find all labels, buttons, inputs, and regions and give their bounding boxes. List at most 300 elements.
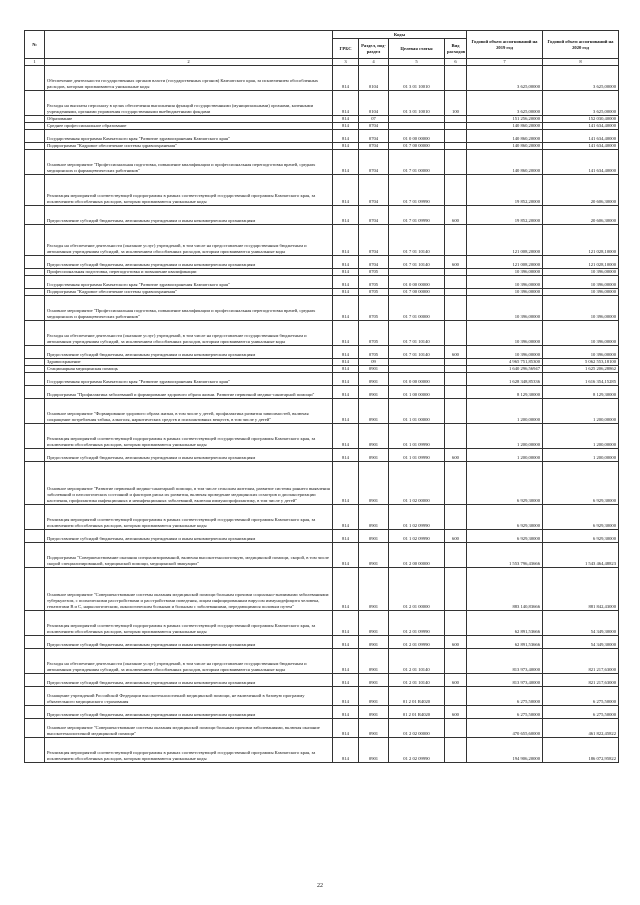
row-2020-cell: 152 030,40000 — [543, 115, 619, 122]
row-2020-cell: 821 217,63000 — [543, 648, 619, 673]
row-target-cell: 01 7 01 00000 — [389, 149, 445, 174]
table-row — [25, 90, 619, 115]
row-section-cell: 0704 — [359, 142, 389, 149]
row-2020-cell: 20 606,30000 — [543, 174, 619, 205]
row-target-cell: 01 7 01 09990 — [389, 174, 445, 205]
row-name-cell: Предоставление субсидий бюджетным, автономным учреждениям и иным некоммерческим организациям — [45, 448, 333, 461]
row-type-cell: 600 — [445, 705, 467, 718]
row-name-cell: Основное мероприятие "Развитие первичной медико-санитарной помощи, в том числе сельским жителям, развитие системы раннего выявления заболеваний и патологических состояний и факторов риска их развития, включая проведение медицинских осмотров и диспансеризации населения, профилактика инфекционных и неинфекционных заболеваний, включая иммунопрофилактику, в том числе у детей" — [45, 461, 333, 504]
header-target: Целевая статья — [389, 39, 445, 59]
header-num: № — [25, 31, 45, 59]
row-name-cell: Реализация мероприятий соответствующей подпрограммы в рамках соответствующей государственной программы Камчатского края, за исключением обособленных расходов, которым присваиваются уникальные коды — [45, 610, 333, 635]
row-type-cell — [445, 129, 467, 142]
row-grbs-cell: 814 — [333, 718, 359, 737]
row-2020-cell: 6 929,30000 — [543, 461, 619, 504]
table-row — [25, 255, 619, 268]
row-section-cell: 0901 — [359, 610, 389, 635]
row-type-cell — [445, 398, 467, 423]
row-grbs-cell: 814 — [333, 448, 359, 461]
row-target-cell: 01 1 01 09990 — [389, 423, 445, 448]
row-grbs-cell: 814 — [333, 358, 359, 365]
row-num-cell — [25, 358, 45, 365]
row-type-cell: 600 — [445, 635, 467, 648]
row-section-cell: 0901 — [359, 567, 389, 610]
table-row — [25, 385, 619, 398]
row-num-cell — [25, 398, 45, 423]
row-section-cell: 0705 — [359, 268, 389, 275]
row-2019-cell: 140 860,20000 — [467, 142, 543, 149]
row-type-cell — [445, 610, 467, 635]
row-grbs-cell: 814 — [333, 461, 359, 504]
row-2020-cell: 6 275,50000 — [543, 705, 619, 718]
row-2020-cell: 881 842,43000 — [543, 567, 619, 610]
table-row — [25, 542, 619, 567]
row-name-cell: Подпрограмма "Кадровое обеспечение системы здравоохранения" — [45, 142, 333, 149]
row-section-cell: 0901 — [359, 372, 389, 385]
row-section-cell: 0704 — [359, 205, 389, 224]
table-row — [25, 174, 619, 205]
column-index: 3 — [333, 59, 359, 66]
row-target-cell: 01 2 01 10140 — [389, 648, 445, 673]
table-row — [25, 122, 619, 129]
row-section-cell: 0705 — [359, 275, 389, 288]
row-name-cell: Расходы на выплаты персоналу в целях обеспечения выполнения функций государственными (муниципальными) органами, казенными учреждениями, органами управления государственными внебюджетными фондами — [45, 90, 333, 115]
row-section-cell: 0901 — [359, 635, 389, 648]
row-2020-cell: 1 616 354,15285 — [543, 372, 619, 385]
row-type-cell — [445, 174, 467, 205]
row-section-cell: 0104 — [359, 90, 389, 115]
row-2019-cell: 8 129,30000 — [467, 385, 543, 398]
row-type-cell — [445, 648, 467, 673]
row-section-cell: 0901 — [359, 365, 389, 372]
row-2019-cell: 19 852,20000 — [467, 205, 543, 224]
row-name-cell: Основное мероприятие "Профессиональная подготовка, повышение квалификации и профессиональная переподготовка врачей, средних медицинских и фармацевтических работников" — [45, 295, 333, 320]
row-name-cell: Реализация мероприятий соответствующей подпрограммы в рамках соответствующей государственной программы Камчатского края, за исключением обособленных расходов, которым присваиваются уникальные коды — [45, 737, 333, 762]
row-grbs-cell: 814 — [333, 648, 359, 673]
row-2019-cell: 813 973,40000 — [467, 648, 543, 673]
row-grbs-cell: 814 — [333, 423, 359, 448]
table-row — [25, 224, 619, 255]
row-section-cell: 0705 — [359, 345, 389, 358]
row-name-cell: Государственная программа Камчатского края "Развитие здравоохранения Камчатского края" — [45, 372, 333, 385]
budget-table — [24, 30, 619, 763]
row-grbs-cell: 814 — [333, 345, 359, 358]
row-2019-cell: 121 008,20000 — [467, 224, 543, 255]
row-target-cell: 01 2 01 09990 — [389, 610, 445, 635]
row-target-cell: 01 7 01 00000 — [389, 295, 445, 320]
row-name-cell: Предоставление субсидий бюджетным, автономным учреждениям и иным некоммерческим организациям — [45, 345, 333, 358]
row-grbs-cell: 814 — [333, 122, 359, 129]
row-type-cell — [445, 686, 467, 705]
row-type-cell — [445, 320, 467, 345]
row-target-cell: 01 1 01 00000 — [389, 398, 445, 423]
row-2020-cell: 10 396,00000 — [543, 295, 619, 320]
row-2019-cell: 6 929,30000 — [467, 461, 543, 504]
row-target-cell: 01 3 01 10010 — [389, 65, 445, 90]
row-2019-cell: 62 891,53666 — [467, 610, 543, 635]
row-num-cell — [25, 149, 45, 174]
row-num-cell — [25, 448, 45, 461]
row-num-cell — [25, 567, 45, 610]
row-grbs-cell: 814 — [333, 142, 359, 149]
row-grbs-cell: 814 — [333, 365, 359, 372]
table-row — [25, 718, 619, 737]
row-grbs-cell: 814 — [333, 65, 359, 90]
row-2019-cell: 1 628 348,85336 — [467, 372, 543, 385]
row-target-cell: 01 1 02 00000 — [389, 461, 445, 504]
row-2019-cell: 470 655,60000 — [467, 718, 543, 737]
row-2019-cell: 10 396,00000 — [467, 288, 543, 295]
row-grbs-cell: 814 — [333, 705, 359, 718]
row-num-cell — [25, 423, 45, 448]
table-row — [25, 461, 619, 504]
row-2019-cell: 10 396,00000 — [467, 275, 543, 288]
row-target-cell — [389, 115, 445, 122]
row-section-cell: 0705 — [359, 320, 389, 345]
table-row — [25, 365, 619, 372]
row-type-cell — [445, 65, 467, 90]
row-2019-cell: 10 396,00000 — [467, 345, 543, 358]
row-target-cell: 01 1 01 09990 — [389, 448, 445, 461]
row-2020-cell: 461 822,45822 — [543, 718, 619, 737]
row-2020-cell: 54 349,30000 — [543, 610, 619, 635]
row-num-cell — [25, 718, 45, 737]
row-num-cell — [25, 372, 45, 385]
row-target-cell: 01 1 02 09990 — [389, 529, 445, 542]
header-codes: Коды — [333, 31, 467, 39]
row-section-cell: 0704 — [359, 174, 389, 205]
table-row — [25, 635, 619, 648]
row-num-cell — [25, 288, 45, 295]
row-name-cell: Предоставление субсидий бюджетным, автономным учреждениям и иным некоммерческим организациям — [45, 255, 333, 268]
row-target-cell: 01 2 01 10140 — [389, 673, 445, 686]
row-2019-cell: 883 140,83666 — [467, 567, 543, 610]
row-num-cell — [25, 529, 45, 542]
table-row — [25, 504, 619, 529]
table-row — [25, 288, 619, 295]
row-2019-cell: 1 553 796,43666 — [467, 542, 543, 567]
row-2020-cell: 10 396,00000 — [543, 288, 619, 295]
row-num-cell — [25, 65, 45, 90]
row-name-cell: Основное мероприятие "Совершенствование системы оказания медицинской помощи больным прочими социально-значимыми заболеваниями: туберкулезом, с психическими расстройствами и расстройствами поведения, лицам инфицированным вирусом иммунодефицита человека, гепатитами В и С, наркологическим, онкологическим больным и больным с заболеваниями, передающимися половым путем" — [45, 567, 333, 610]
row-name-cell: Здравоохранение — [45, 358, 333, 365]
row-grbs-cell: 814 — [333, 90, 359, 115]
row-2020-cell: 821 217,63000 — [543, 673, 619, 686]
row-grbs-cell: 814 — [333, 385, 359, 398]
row-num-cell — [25, 205, 45, 224]
row-name-cell: Подпрограмма "Профилактика заболеваний и формирование здорового образа жизни. Развитие первичной медико-санитарной помощи" — [45, 385, 333, 398]
row-num-cell — [25, 295, 45, 320]
table-row — [25, 673, 619, 686]
row-grbs-cell: 814 — [333, 635, 359, 648]
row-section-cell: 0901 — [359, 529, 389, 542]
row-2020-cell: 141 634,40000 — [543, 129, 619, 142]
row-2020-cell: 6 275,50000 — [543, 686, 619, 705]
row-type-cell — [445, 358, 467, 365]
table-row — [25, 129, 619, 142]
row-target-cell — [389, 122, 445, 129]
row-2019-cell: 10 396,00000 — [467, 295, 543, 320]
table-row — [25, 205, 619, 224]
row-section-cell: 0901 — [359, 423, 389, 448]
row-grbs-cell: 814 — [333, 115, 359, 122]
row-section-cell: 0901 — [359, 737, 389, 762]
column-index: 5 — [389, 59, 445, 66]
row-2020-cell: 8 129,30000 — [543, 385, 619, 398]
row-section-cell: 0901 — [359, 448, 389, 461]
table-row — [25, 610, 619, 635]
row-name-cell: Среднее профессиональное образование — [45, 122, 333, 129]
row-type-cell: 600 — [445, 448, 467, 461]
row-name-cell: Государственная программа Камчатского края "Развитие здравоохранения Камчатского края" — [45, 129, 333, 142]
row-2019-cell: 1 200,00000 — [467, 423, 543, 448]
row-grbs-cell: 814 — [333, 268, 359, 275]
row-name-cell: Стационарная медицинская помощь — [45, 365, 333, 372]
row-name-cell: Государственная программа Камчатского края "Развитие здравоохранения Камчатского края" — [45, 275, 333, 288]
row-type-cell: 600 — [445, 205, 467, 224]
row-2019-cell: 813 973,40000 — [467, 673, 543, 686]
row-type-cell — [445, 737, 467, 762]
row-type-cell — [445, 275, 467, 288]
table-row — [25, 705, 619, 718]
row-type-cell — [445, 224, 467, 255]
row-target-cell: 01 1 02 09990 — [389, 504, 445, 529]
row-2019-cell: 6 929,30000 — [467, 504, 543, 529]
row-num-cell — [25, 365, 45, 372]
row-target-cell: 01 2 01 R4020 — [389, 686, 445, 705]
row-type-cell — [445, 372, 467, 385]
row-2020-cell: 54 349,30000 — [543, 635, 619, 648]
row-type-cell — [445, 115, 467, 122]
column-index: 7 — [467, 59, 543, 66]
row-section-cell: 0104 — [359, 65, 389, 90]
row-2020-cell: 6 929,30000 — [543, 504, 619, 529]
row-target-cell — [389, 358, 445, 365]
row-grbs-cell: 814 — [333, 129, 359, 142]
row-section-cell: 0901 — [359, 504, 389, 529]
row-grbs-cell: 814 — [333, 288, 359, 295]
column-index: 8 — [543, 59, 619, 66]
row-2020-cell: 141 634,40000 — [543, 142, 619, 149]
column-index: 6 — [445, 59, 467, 66]
row-type-cell — [445, 423, 467, 448]
row-grbs-cell: 814 — [333, 205, 359, 224]
table-row — [25, 398, 619, 423]
header-name — [45, 31, 333, 59]
row-target-cell: 01 2 01 09990 — [389, 635, 445, 648]
row-type-cell: 600 — [445, 529, 467, 542]
row-name-cell: Расходы на обеспечение деятельности (оказание услуг) учреждений, в том числе на предоставление государственным бюджетным и автономным учреждениям субсидий, за исключением обособленных расходов, которым присваиваются уникальные коды — [45, 320, 333, 345]
row-section-cell: 07 — [359, 115, 389, 122]
row-2020-cell: 121 028,10000 — [543, 255, 619, 268]
row-2020-cell: 6 929,30000 — [543, 529, 619, 542]
row-num-cell — [25, 142, 45, 149]
row-type-cell — [445, 542, 467, 567]
row-num-cell — [25, 268, 45, 275]
row-name-cell: Расходы на обеспечение деятельности (оказание услуг) учреждений, в том числе на предоставление государственным бюджетным и автономным учреждениям субсидий, за исключением обособленных расходов, которым присваиваются уникальные коды — [45, 648, 333, 673]
row-section-cell: 0901 — [359, 461, 389, 504]
row-2020-cell: 141 634,40000 — [543, 149, 619, 174]
row-section-cell: 0901 — [359, 542, 389, 567]
row-section-cell: 0901 — [359, 705, 389, 718]
row-grbs-cell: 814 — [333, 255, 359, 268]
row-name-cell: Реализация мероприятий соответствующей подпрограммы в рамках соответствующей государственной программы Камчатского края, за исключением обособленных расходов, которым присваиваются уникальные коды — [45, 423, 333, 448]
row-type-cell — [445, 142, 467, 149]
row-section-cell: 0901 — [359, 648, 389, 673]
row-grbs-cell: 814 — [333, 320, 359, 345]
row-target-cell: 01 7 00 00000 — [389, 142, 445, 149]
row-2019-cell: 140 860,20000 — [467, 129, 543, 142]
table-row — [25, 529, 619, 542]
row-2019-cell: 121 008,20000 — [467, 255, 543, 268]
row-num-cell — [25, 122, 45, 129]
row-grbs-cell: 814 — [333, 372, 359, 385]
row-section-cell: 0704 — [359, 149, 389, 174]
row-2020-cell: 1 200,00000 — [543, 423, 619, 448]
row-2020-cell: 10 396,00000 — [543, 345, 619, 358]
row-num-cell — [25, 610, 45, 635]
row-num-cell — [25, 224, 45, 255]
row-2020-cell: 121 028,10000 — [543, 224, 619, 255]
row-type-cell: 600 — [445, 345, 467, 358]
row-2019-cell: 151 256,20000 — [467, 115, 543, 122]
table-row — [25, 320, 619, 345]
row-section-cell: 0704 — [359, 122, 389, 129]
row-grbs-cell: 814 — [333, 149, 359, 174]
row-name-cell: Предоставление субсидий бюджетным, автономным учреждениям и иным некоммерческим организациям — [45, 205, 333, 224]
row-type-cell — [445, 461, 467, 504]
row-target-cell: 01 2 01 00000 — [389, 567, 445, 610]
table-row — [25, 358, 619, 365]
row-2020-cell: 20 606,30000 — [543, 205, 619, 224]
row-target-cell: 01 2 02 09990 — [389, 737, 445, 762]
row-num-cell — [25, 648, 45, 673]
row-target-cell: 01 0 00 00000 — [389, 275, 445, 288]
row-2020-cell: 1 543 464,48823 — [543, 542, 619, 567]
row-2020-cell: 10 396,00000 — [543, 268, 619, 275]
row-grbs-cell: 814 — [333, 224, 359, 255]
row-target-cell: 01 7 01 09990 — [389, 205, 445, 224]
row-grbs-cell: 814 — [333, 398, 359, 423]
row-section-cell: 0704 — [359, 129, 389, 142]
row-type-cell — [445, 122, 467, 129]
row-num-cell — [25, 385, 45, 398]
row-2019-cell: 3 625,00000 — [467, 65, 543, 90]
table-row — [25, 65, 619, 90]
row-section-cell: 0704 — [359, 224, 389, 255]
row-name-cell: Основное мероприятие "Профессиональная подготовка, повышение квалификации и профессиональная переподготовка врачей, средних медицинских и фармацевтических работников" — [45, 149, 333, 174]
row-num-cell — [25, 673, 45, 686]
header-section: Раздел, под-раздел — [359, 39, 389, 59]
row-num-cell — [25, 255, 45, 268]
row-section-cell: 0705 — [359, 288, 389, 295]
row-type-cell — [445, 567, 467, 610]
row-target-cell — [389, 268, 445, 275]
row-name-cell: Предоставление субсидий бюджетным, автономным учреждениям и иным некоммерческим организациям — [45, 635, 333, 648]
row-2020-cell: 186 072,95822 — [543, 737, 619, 762]
row-grbs-cell: 814 — [333, 529, 359, 542]
row-num-cell — [25, 275, 45, 288]
row-num-cell — [25, 90, 45, 115]
row-num-cell — [25, 542, 45, 567]
row-2019-cell: 1 640 296,56947 — [467, 365, 543, 372]
row-2019-cell: 1 200,00000 — [467, 398, 543, 423]
row-type-cell — [445, 718, 467, 737]
header-vol2020: Годовой объем ассигнований на 2020 год — [543, 31, 619, 59]
row-name-cell: Предоставление субсидий бюджетным, автономным учреждениям и иным некоммерческим организациям — [45, 673, 333, 686]
row-2019-cell: 6 275,50000 — [467, 705, 543, 718]
row-name-cell: Реализация мероприятий соответствующей подпрограммы в рамках соответствующей государственной программы Камчатского края, за исключением обособленных расходов, которым присваиваются уникальные коды — [45, 174, 333, 205]
row-num-cell — [25, 115, 45, 122]
row-name-cell: Оснащение учреждений Российской Федерации высокотехнологичной медицинской помощи, не включенной в базовую программу обязательного медицинского страхования — [45, 686, 333, 705]
row-grbs-cell: 814 — [333, 737, 359, 762]
row-grbs-cell: 814 — [333, 673, 359, 686]
row-2019-cell: 6 929,30000 — [467, 529, 543, 542]
row-grbs-cell: 814 — [333, 295, 359, 320]
row-grbs-cell: 814 — [333, 504, 359, 529]
row-target-cell: 01 2 02 00000 — [389, 718, 445, 737]
row-type-cell — [445, 288, 467, 295]
row-2020-cell: 1 200,00000 — [543, 398, 619, 423]
row-type-cell: 600 — [445, 673, 467, 686]
row-2020-cell: 10 396,00000 — [543, 320, 619, 345]
row-num-cell — [25, 705, 45, 718]
row-grbs-cell: 814 — [333, 567, 359, 610]
row-target-cell: 01 2 01 R4020 — [389, 705, 445, 718]
column-index: 2 — [45, 59, 333, 66]
row-type-cell — [445, 149, 467, 174]
row-2020-cell: 3 625,00000 — [543, 65, 619, 90]
row-type-cell: 100 — [445, 90, 467, 115]
row-grbs-cell: 814 — [333, 275, 359, 288]
row-target-cell: 01 3 01 10010 — [389, 90, 445, 115]
table-row — [25, 275, 619, 288]
row-name-cell: Профессиональная подготовка, переподготовка и повышение квалификации — [45, 268, 333, 275]
row-name-cell: Предоставление субсидий бюджетным, автономным учреждениям и иным некоммерческим организациям — [45, 529, 333, 542]
row-name-cell: Основное мероприятие "Совершенствование системы оказания медицинской помощи больным прочими заболеваниями, включая оказание высокотехнологичной медицинской помощи" — [45, 718, 333, 737]
row-2019-cell: 62 891,53666 — [467, 635, 543, 648]
row-name-cell: Реализация мероприятий соответствующей подпрограммы в рамках соответствующей государственной программы Камчатского края, за исключением обособленных расходов, которым присваиваются уникальные коды — [45, 504, 333, 529]
row-target-cell: 01 7 01 10140 — [389, 255, 445, 268]
table-row — [25, 268, 619, 275]
row-num-cell — [25, 320, 45, 345]
row-section-cell: 0705 — [359, 295, 389, 320]
row-2019-cell: 10 396,00000 — [467, 320, 543, 345]
row-2020-cell: 1 200,00000 — [543, 448, 619, 461]
row-section-cell: 0704 — [359, 255, 389, 268]
row-type-cell: 600 — [445, 255, 467, 268]
header-grbs: ГРБС — [333, 39, 359, 59]
row-type-cell — [445, 268, 467, 275]
row-2019-cell: 140 860,20000 — [467, 149, 543, 174]
row-target-cell: 01 0 00 00000 — [389, 129, 445, 142]
page-number: 22 — [317, 883, 323, 889]
row-name-cell: Расходы на обеспечение деятельности (оказание услуг) учреждений, в том числе на предоставление государственным бюджетным и автономным учреждениям субсидий, за исключением обособленных расходов, которым присваиваются уникальные коды — [45, 224, 333, 255]
row-2019-cell: 194 906,20000 — [467, 737, 543, 762]
table-row — [25, 567, 619, 610]
row-target-cell: 01 2 00 00000 — [389, 542, 445, 567]
row-type-cell — [445, 504, 467, 529]
table-row — [25, 295, 619, 320]
table-row — [25, 149, 619, 174]
row-grbs-cell: 814 — [333, 686, 359, 705]
row-num-cell — [25, 129, 45, 142]
row-2019-cell: 19 852,20000 — [467, 174, 543, 205]
table-row — [25, 372, 619, 385]
row-target-cell: 01 7 01 10140 — [389, 345, 445, 358]
row-grbs-cell: 814 — [333, 610, 359, 635]
row-2020-cell: 3 625,00000 — [543, 90, 619, 115]
